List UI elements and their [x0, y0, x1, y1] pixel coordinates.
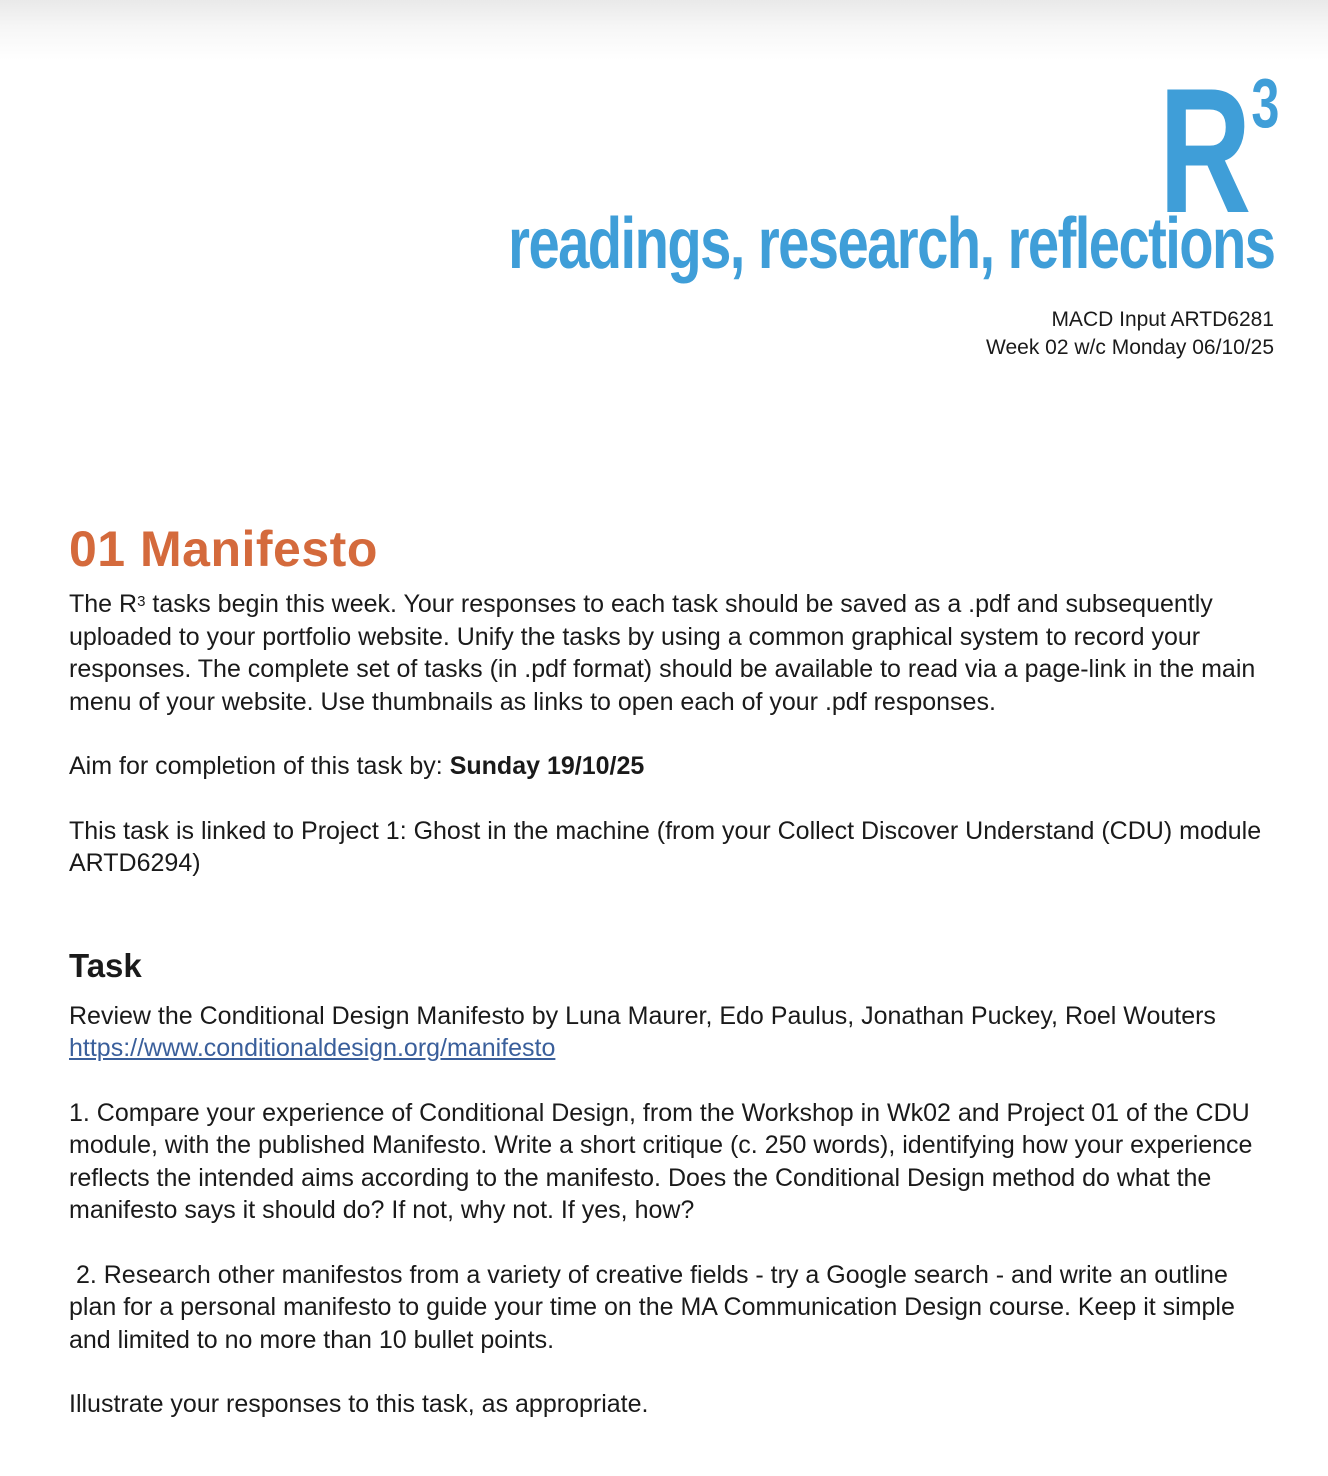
- tagline: readings, research, reflections: [507, 204, 1274, 284]
- intro-superscript: 3: [137, 593, 146, 610]
- task-item-2: 2. Research other manifestos from a variety of creative fields - try a Google search - and write an outline plan for a personal manifesto to guide your time on the MA Communication Design course. Keep it simple and limited to no more than 10 bullet points.: [69, 1260, 1242, 1354]
- logo-superscript: 3: [1250, 64, 1276, 142]
- course-line: MACD Input ARTD6281: [1051, 308, 1274, 331]
- linked-paragraph: This task is linked to Project 1: Ghost in the machine (from your Collect Discover Understand (CDU) module ARTD6294): [69, 816, 1262, 877]
- course-meta: [986, 306, 1274, 362]
- aim-paragraph: [69, 750, 1269, 783]
- intro-start: The R: [69, 590, 138, 618]
- main-content: [69, 520, 1269, 1421]
- intro-rest: tasks begin this week. Your responses to each task should be saved as a .pdf and subsequently uploaded to your portfolio website. Unify the tasks by using a common graphical system to record your responses. The complete set of tasks (in .pdf format) should be available to read via a page-link in the main menu of your website. Use thumbnails as links to open each of your .pdf responses.: [69, 590, 1256, 716]
- intro-paragraph: [69, 588, 1269, 718]
- closing-paragraph: Illustrate your responses to this task, as appropriate.: [69, 1390, 649, 1418]
- aim-label: Aim for completion of this task by:: [69, 752, 450, 780]
- manifesto-link[interactable]: https://www.conditionaldesign.org/manifesto: [69, 1034, 556, 1062]
- review-paragraph: [69, 1000, 1269, 1065]
- week-line: Week 02 w/c Monday 06/10/25: [986, 336, 1274, 359]
- task-heading: Task: [69, 946, 142, 984]
- section-title: 01 Manifesto: [69, 521, 378, 577]
- top-shadow: [0, 0, 1328, 60]
- aim-date: Sunday 19/10/25: [449, 752, 645, 780]
- logo-letter: R: [1158, 51, 1248, 250]
- review-text: Review the Conditional Design Manifesto by Luna Maurer, Edo Paulus, Jonathan Puckey, Roel Wouters: [69, 1001, 1216, 1030]
- task-item-1: 1. Compare your experience of Conditional Design, from the Workshop in Wk02 and Project 01 of the CDU module, with the published Manifesto. Write a short critique (c. 250 words), identifying how your experience reflects the intended aims according to the manifesto. Does the Conditional Design method do what the manifesto says it should do? If not, why not. If yes, how?: [69, 1098, 1253, 1224]
